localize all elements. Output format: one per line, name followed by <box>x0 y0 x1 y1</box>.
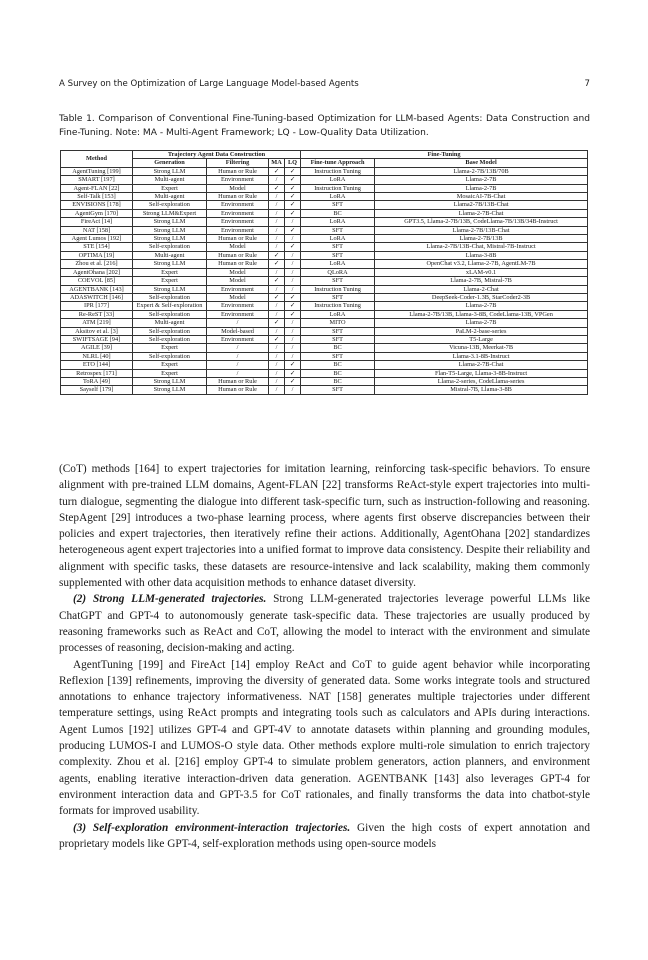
table-row <box>61 251 588 259</box>
cell-method: Self-Talk [153] <box>61 193 133 201</box>
cell-method: Zhou et al. [216] <box>61 260 133 268</box>
cell-approach: BC <box>301 377 375 385</box>
cell-filtering: / <box>207 319 269 327</box>
cell-base: Llama-2-7B <box>375 302 588 310</box>
cell-lq: / <box>285 251 301 259</box>
cell-approach: BC <box>301 344 375 352</box>
cell-method: Retrospex [171] <box>61 369 133 377</box>
cell-filtering: Human or Rule <box>207 377 269 385</box>
cell-generation: Strong LLM <box>133 218 207 226</box>
cell-generation: Expert & Self-exploration <box>133 302 207 310</box>
cell-method: ATM [219] <box>61 319 133 327</box>
cell-ma: / <box>269 243 285 251</box>
cell-base: Flan-T5-Large, Llama-3-8B-Instruct <box>375 369 588 377</box>
cell-ma: ✓ <box>269 260 285 268</box>
cell-ma: ✓ <box>269 184 285 192</box>
cell-approach: LoRA <box>301 235 375 243</box>
cell-base: Llama-2-7B <box>375 176 588 184</box>
header-trajectory-group: Trajectory Agent Data Construction <box>133 151 301 159</box>
table-caption: Table 1. Comparison of Conventional Fine-Tuning-based Optimization for LLM-based Agents: Data Construction and Fine-Tuning. Note: MA - Multi-Agent Framework; LQ - Low-Quality Data Utilization. <box>59 114 590 138</box>
table-row <box>61 377 588 385</box>
cell-approach: SFT <box>301 251 375 259</box>
cell-generation: Strong LLM <box>133 235 207 243</box>
cell-ma: ✓ <box>269 293 285 301</box>
cell-approach: LoRA <box>301 176 375 184</box>
cell-filtering: Environment <box>207 218 269 226</box>
cell-base: xLAM-v0.1 <box>375 268 588 276</box>
paragraph-4-text: Given the high costs of expert annotation and proprietary models like GPT-4, self-exploration methods using open-source models <box>59 821 590 850</box>
cell-lq: / <box>285 218 301 226</box>
cell-lq: / <box>285 319 301 327</box>
cell-lq: ✓ <box>285 310 301 318</box>
table-row <box>61 344 588 352</box>
cell-base: Vicuna-13B, Meerkat-7B <box>375 344 588 352</box>
cell-generation: Strong LLM <box>133 226 207 234</box>
table-row <box>61 193 588 201</box>
cell-approach: SFT <box>301 335 375 343</box>
table-row <box>61 184 588 192</box>
cell-lq: ✓ <box>285 193 301 201</box>
cell-generation: Expert <box>133 277 207 285</box>
cell-lq: / <box>285 277 301 285</box>
cell-approach: Instruction Tuning <box>301 167 375 175</box>
cell-ma: ✓ <box>269 167 285 175</box>
header-method: Method <box>61 151 133 168</box>
cell-ma: / <box>269 218 285 226</box>
cell-method: Agent-FLAN [22] <box>61 184 133 192</box>
cell-filtering: Human or Rule <box>207 193 269 201</box>
cell-filtering: / <box>207 361 269 369</box>
cell-filtering: Environment <box>207 201 269 209</box>
cell-generation: Expert <box>133 184 207 192</box>
cell-filtering: Model <box>207 184 269 192</box>
cell-approach: Instruction Tuning <box>301 285 375 293</box>
cell-base: Llama-2-series, CodeLlama-series <box>375 377 588 385</box>
table-row <box>61 386 588 394</box>
cell-lq: ✓ <box>285 209 301 217</box>
cell-base: Llama-2-7B <box>375 184 588 192</box>
cell-filtering: Human or Rule <box>207 167 269 175</box>
cell-ma: ✓ <box>269 277 285 285</box>
cell-ma: ✓ <box>269 335 285 343</box>
cell-ma: / <box>269 310 285 318</box>
cell-base: Mistral-7B, Llama-3-8B <box>375 386 588 394</box>
table-row <box>61 176 588 184</box>
table-row <box>61 201 588 209</box>
cell-method: ADASWITCH [146] <box>61 293 133 301</box>
cell-generation: Strong LLM <box>133 386 207 394</box>
cell-ma: / <box>269 369 285 377</box>
cell-method: SWIFTSAGE [94] <box>61 335 133 343</box>
header-approach: Fine-tune Approach <box>301 159 375 167</box>
cell-ma: / <box>269 268 285 276</box>
cell-filtering: Environment <box>207 285 269 293</box>
cell-base: T5-Large <box>375 335 588 343</box>
cell-method: AgentTuning [199] <box>61 167 133 175</box>
cell-lq: ✓ <box>285 243 301 251</box>
cell-approach: SFT <box>301 327 375 335</box>
cell-approach: LoRA <box>301 218 375 226</box>
paragraph-3: AgentTuning [199] and FireAct [14] employ ReAct and CoT to guide agent behavior while incorporating Reflexion [139] refinements, improving the diversity of generated data. Some works integrate tools and structured annotations to enhance trajectory informativeness. NAT [158] generates multiple trajectories under different temperature settings, using ReAct prompts and integrating tools such as calculators and APIs during interactions. Agent Lumos [192] utilizes GPT-4 and GPT-4V to annotate datasets within planning and grounding modules, producing LUMOS-I and LUMOS-O style data. Other methods explore multi-role simulation to enrich trajectory complexity. Zhou et al. [216] employ GPT-4 to simulate problem generators, action planners, and environment agents, enabling iterative interaction-driven data generation. AGENTBANK [143] also leverages GPT-4 for environment interaction data and GPT-3.5 for CoT rationales, and finally transforms the data into chatbot-style formats for improved usability. <box>59 658 590 818</box>
table-row <box>61 352 588 360</box>
cell-method: Aksitov et al. [3] <box>61 327 133 335</box>
cell-generation: Self-exploration <box>133 335 207 343</box>
paragraph-2-lead: (2) Strong LLM-generated trajectories. <box>73 593 267 606</box>
cell-method: AGENTBANK [143] <box>61 285 133 293</box>
table-row <box>61 260 588 268</box>
cell-lq: ✓ <box>285 184 301 192</box>
cell-filtering: Environment <box>207 335 269 343</box>
table-row <box>61 361 588 369</box>
cell-method: OPTIMA [19] <box>61 251 133 259</box>
cell-base: Llama-2-7B, Mistral-7B <box>375 277 588 285</box>
cell-lq: ✓ <box>285 302 301 310</box>
cell-base: Llama-2-7B/13B <box>375 235 588 243</box>
cell-ma: / <box>269 377 285 385</box>
cell-lq: / <box>285 285 301 293</box>
cell-generation: Expert <box>133 361 207 369</box>
cell-lq: ✓ <box>285 293 301 301</box>
cell-filtering: / <box>207 352 269 360</box>
cell-ma: ✓ <box>269 319 285 327</box>
cell-filtering: Environment <box>207 226 269 234</box>
cell-filtering: Human or Rule <box>207 251 269 259</box>
cell-base: Llama-2-7B/13B, Llama-3-8B, CodeLlama-13B, VPGen <box>375 310 588 318</box>
comparison-table <box>60 150 588 395</box>
cell-filtering: Model <box>207 293 269 301</box>
cell-generation: Self-exploration <box>133 293 207 301</box>
cell-base: Llama-2-7B/13B-Chat, Mistral-7B-Instruct <box>375 243 588 251</box>
cell-base: Llama-2-Chat <box>375 285 588 293</box>
table-row <box>61 302 588 310</box>
cell-base: Llama-3-8B <box>375 251 588 259</box>
cell-base: PaLM-2-base-series <box>375 327 588 335</box>
cell-generation: Expert <box>133 344 207 352</box>
cell-filtering: Human or Rule <box>207 386 269 394</box>
paragraph-2 <box>59 591 590 656</box>
cell-generation: Strong LLM <box>133 285 207 293</box>
cell-generation: Expert <box>133 268 207 276</box>
table-row <box>61 268 588 276</box>
cell-approach: BC <box>301 361 375 369</box>
cell-base: Llama-2-7B-Chat <box>375 209 588 217</box>
cell-ma: / <box>269 344 285 352</box>
cell-lq: / <box>285 235 301 243</box>
cell-generation: Multi-agent <box>133 176 207 184</box>
cell-method: ToRA [49] <box>61 377 133 385</box>
cell-generation: Strong LLM <box>133 377 207 385</box>
cell-approach: SFT <box>301 201 375 209</box>
cell-generation: Strong LLM <box>133 260 207 268</box>
cell-method: COEVOL [85] <box>61 277 133 285</box>
cell-base: Llama-2-7B/13B-Chat <box>375 226 588 234</box>
cell-filtering: / <box>207 344 269 352</box>
cell-lq: / <box>285 386 301 394</box>
cell-ma: / <box>269 361 285 369</box>
table-row <box>61 369 588 377</box>
cell-approach: LoRA <box>301 260 375 268</box>
cell-method: AgentGym [170] <box>61 209 133 217</box>
cell-lq: / <box>285 260 301 268</box>
table-row <box>61 235 588 243</box>
header-ma: MA <box>269 159 285 167</box>
paragraph-4 <box>59 820 590 853</box>
table-row <box>61 285 588 293</box>
running-title: A Survey on the Optimization of Large Language Model-based Agents <box>59 79 359 89</box>
cell-method: ETO [144] <box>61 361 133 369</box>
cell-filtering: Model-based <box>207 327 269 335</box>
running-header <box>59 79 590 93</box>
cell-lq: ✓ <box>285 167 301 175</box>
cell-approach: Instruction Tuning <box>301 184 375 192</box>
cell-lq: ✓ <box>285 377 301 385</box>
cell-base: Llama-3.1-8B-Instruct <box>375 352 588 360</box>
cell-filtering: Human or Rule <box>207 235 269 243</box>
table-row <box>61 226 588 234</box>
cell-ma: / <box>269 302 285 310</box>
cell-lq: / <box>285 352 301 360</box>
header-finetuning-group: Fine-Tuning <box>301 151 588 159</box>
table-row <box>61 327 588 335</box>
cell-filtering: Model <box>207 277 269 285</box>
cell-filtering: Environment <box>207 302 269 310</box>
cell-lq: / <box>285 344 301 352</box>
paragraph-1: (CoT) methods [164] to expert trajectories for imitation learning, reinforcing task-specific behaviors. To ensure alignment with pre-trained LLM domains, Agent-FLAN [22] transforms ReAct-style expert trajectories into multi-turn dialogue, segmenting the dialogue into different task-specific turn, such as instruction-following and reasoning. StepAgent [29] introduces a two-phase learning process, where agents first observe discrepancies between their policies and expert trajectories, then iteratively refine their actions. Additionally, AgentOhana [202] standardizes heterogeneous agent expert trajectories into a unified format to improve data consistency. Despite their reliability and alignment with specific tasks, these datasets are resource-intensive and lack scalability, making them commonly supplemented with other data acquisition methods to enhance dataset diversity. <box>59 463 590 590</box>
cell-filtering: Model <box>207 243 269 251</box>
cell-lq: / <box>285 327 301 335</box>
table-body <box>61 167 588 394</box>
cell-generation: Self-exploration <box>133 201 207 209</box>
cell-filtering: Environment <box>207 176 269 184</box>
table-row <box>61 218 588 226</box>
cell-lq: ✓ <box>285 369 301 377</box>
cell-lq: / <box>285 335 301 343</box>
cell-method: NLRL [40] <box>61 352 133 360</box>
cell-approach: SFT <box>301 226 375 234</box>
cell-method: ENVISIONS [178] <box>61 201 133 209</box>
cell-method: Re-ReST [33] <box>61 310 133 318</box>
paragraph-4-lead: (3) Self-exploration environment-interaction trajectories. <box>73 821 351 834</box>
cell-lq: ✓ <box>285 226 301 234</box>
page-number: 7 <box>584 79 590 89</box>
cell-method: NAT [158] <box>61 226 133 234</box>
cell-method: Agent Lumos [192] <box>61 235 133 243</box>
cell-lq: ✓ <box>285 176 301 184</box>
cell-ma: / <box>269 176 285 184</box>
cell-ma: / <box>269 327 285 335</box>
cell-method: IPR [177] <box>61 302 133 310</box>
cell-generation: Multi-agent <box>133 193 207 201</box>
cell-generation: Multi-agent <box>133 319 207 327</box>
cell-filtering: Human or Rule <box>207 260 269 268</box>
cell-filtering: / <box>207 369 269 377</box>
cell-filtering: Model <box>207 268 269 276</box>
cell-ma: / <box>269 285 285 293</box>
header-base-model: Base Model <box>375 159 588 167</box>
cell-ma: / <box>269 226 285 234</box>
cell-method: AGILE [39] <box>61 344 133 352</box>
cell-ma: / <box>269 201 285 209</box>
table-row <box>61 167 588 175</box>
cell-generation: Strong LLM <box>133 167 207 175</box>
table-row <box>61 310 588 318</box>
cell-ma: / <box>269 209 285 217</box>
cell-approach: SFT <box>301 277 375 285</box>
table-row <box>61 277 588 285</box>
cell-generation: Expert <box>133 369 207 377</box>
header-lq: LQ <box>285 159 301 167</box>
cell-method: FireAct [14] <box>61 218 133 226</box>
cell-approach: SFT <box>301 352 375 360</box>
cell-generation: Multi-agent <box>133 251 207 259</box>
cell-lq: / <box>285 268 301 276</box>
cell-base: GPT3.5, Llama-2-7B/13B, CodeLlama-7B/13B/34B-Instruct <box>375 218 588 226</box>
cell-base: Llama-2-7B <box>375 319 588 327</box>
cell-approach: Instruction Tuning <box>301 302 375 310</box>
cell-base: DeepSeek-Coder-1.3B, StarCoder2-3B <box>375 293 588 301</box>
cell-generation: Self-exploration <box>133 310 207 318</box>
cell-base: Llama-2-7B/13B/70B <box>375 167 588 175</box>
cell-generation: Self-exploration <box>133 327 207 335</box>
cell-base: MosaicAI-7B-Chat <box>375 193 588 201</box>
cell-method: Sayself [179] <box>61 386 133 394</box>
table-row <box>61 209 588 217</box>
cell-method: STE [154] <box>61 243 133 251</box>
cell-lq: ✓ <box>285 361 301 369</box>
cell-approach: LoRA <box>301 310 375 318</box>
cell-method: AgentOhana [202] <box>61 268 133 276</box>
header-generation: Generation <box>133 159 207 167</box>
table-row <box>61 293 588 301</box>
cell-filtering: Environment <box>207 209 269 217</box>
header-filtering: Filtering <box>207 159 269 167</box>
cell-method: SMART [197] <box>61 176 133 184</box>
table-row <box>61 319 588 327</box>
cell-ma: / <box>269 235 285 243</box>
cell-ma: / <box>269 386 285 394</box>
cell-approach: SFT <box>301 243 375 251</box>
cell-approach: QLoRA <box>301 268 375 276</box>
cell-approach: LoRA <box>301 193 375 201</box>
cell-base: Llama2-7B/13B-Chat <box>375 201 588 209</box>
cell-approach: BC <box>301 369 375 377</box>
cell-approach: SFT <box>301 293 375 301</box>
cell-ma: / <box>269 193 285 201</box>
body-text <box>59 461 590 852</box>
cell-generation: Strong LLM&Expert <box>133 209 207 217</box>
paragraph-2-text: Strong LLM-generated trajectories leverage powerful LLMs like ChatGPT and GPT-4 to autonomously generate task-specific data. These trajectories are usually produced by reasoning frameworks such as ReAct and CoT, allowing the model to interact with the environment and simulate processes of reasoning, decision-making and acting. <box>59 593 590 655</box>
table-row <box>61 243 588 251</box>
cell-ma: ✓ <box>269 251 285 259</box>
cell-approach: SFT <box>301 386 375 394</box>
cell-base: OpenChat v3.2, Llama-2-7B, AgentLM-7B <box>375 260 588 268</box>
cell-ma: / <box>269 352 285 360</box>
cell-lq: ✓ <box>285 201 301 209</box>
cell-generation: Self-exploration <box>133 243 207 251</box>
table-row <box>61 335 588 343</box>
cell-base: Llama-2-7B-Chat <box>375 361 588 369</box>
cell-generation: Self-exploration <box>133 352 207 360</box>
cell-filtering: Environment <box>207 310 269 318</box>
cell-approach: MITO <box>301 319 375 327</box>
cell-approach: BC <box>301 209 375 217</box>
